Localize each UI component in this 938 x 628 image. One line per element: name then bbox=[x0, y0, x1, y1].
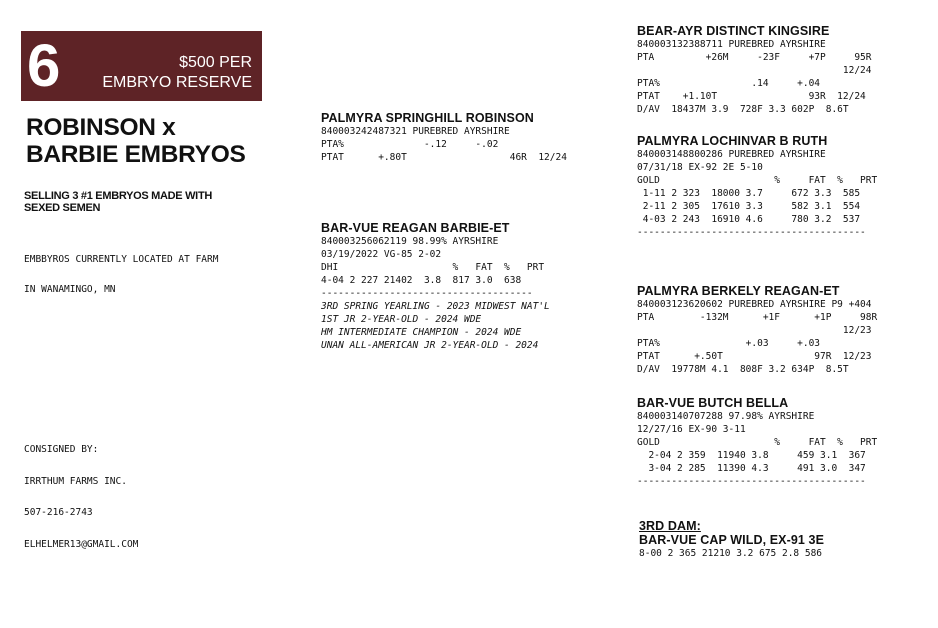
sire-dam-line: 4-03 2 243 16910 4.6 780 3.2 537 bbox=[637, 214, 861, 225]
dam-dam-name: BAR-VUE BUTCH BELLA bbox=[637, 396, 789, 410]
consignor-phone: 507-216-2743 bbox=[24, 507, 93, 518]
price-line-1: $500 PER bbox=[179, 54, 252, 71]
dam-dam-line: ---------------------------------------- bbox=[637, 476, 866, 487]
dam-sire-line: 12/23 bbox=[637, 325, 872, 336]
dam-block bbox=[321, 221, 550, 352]
sire-sire-block bbox=[637, 24, 872, 116]
title-line-1: ROBINSON x bbox=[26, 114, 176, 141]
dam-record-row: 4-04 2 227 21402 3.8 817 3.0 638 bbox=[321, 275, 522, 286]
lot-number: 6 bbox=[27, 32, 61, 99]
sire-dam-line: 2-11 2 305 17610 3.3 582 3.1 554 bbox=[637, 201, 861, 212]
sire-dam-reg: 840003148800286 PUREBRED AYRSHIRE bbox=[637, 149, 826, 160]
dam-divider: ------------------------------------- bbox=[321, 288, 533, 299]
dam-reg: 840003256062119 98.99% AYRSHIRE bbox=[321, 236, 499, 247]
lot-price bbox=[102, 53, 252, 93]
sire-pta-pct: PTA% -.12 -.02 bbox=[321, 139, 499, 150]
sire-dam-line: ---------------------------------------- bbox=[637, 227, 866, 238]
selling-line-2: SEXED SEMEN bbox=[24, 202, 101, 214]
title-line-2: BARBIE EMBRYOS bbox=[26, 141, 246, 168]
dam-record-header: DHI % FAT % PRT bbox=[321, 262, 545, 273]
location-note bbox=[24, 235, 218, 305]
dam-sire-line: PTAT +.50T 97R 12/23 bbox=[637, 351, 872, 362]
sire-sire-line: PTAT +1.10T 93R 12/24 bbox=[637, 91, 866, 102]
third-dam-name: BAR-VUE CAP WILD, EX-91 3E bbox=[639, 533, 825, 547]
third-dam-block bbox=[639, 519, 824, 560]
consignor-email: ELHELMER13@GMAIL.COM bbox=[24, 538, 139, 550]
dam-dam-block bbox=[637, 396, 877, 488]
consignor-name: IRRTHUM FARMS INC. bbox=[24, 475, 127, 487]
dam-dam-reg: 840003140707288 97.98% AYRSHIRE bbox=[637, 411, 815, 422]
sire-sire-line: PTA% .14 +.04 bbox=[637, 78, 821, 89]
sire-ptat: PTAT +.80T 46R 12/24 bbox=[321, 152, 567, 163]
sire-sire-line: 12/24 bbox=[637, 65, 872, 76]
selling-note bbox=[24, 190, 212, 214]
consignor-block bbox=[24, 424, 138, 561]
dam-class: 03/19/2022 VG-85 2-02 bbox=[321, 249, 442, 260]
dam-sire-block bbox=[637, 284, 877, 376]
sire-dam-line: 1-11 2 323 18000 3.7 672 3.3 585 bbox=[637, 188, 861, 199]
sire-dam-block bbox=[637, 134, 877, 239]
third-dam-label: 3RD DAM: bbox=[639, 519, 701, 533]
sire-sire-name: BEAR-AYR DISTINCT KINGSIRE bbox=[637, 24, 830, 38]
dam-name: BAR-VUE REAGAN BARBIE-ET bbox=[321, 221, 510, 235]
sire-sire-reg: 840003132388711 PUREBRED AYRSHIRE bbox=[637, 39, 826, 50]
lot-banner bbox=[21, 31, 262, 101]
dam-dam-line: 2-04 2 359 11940 3.8 459 3.1 367 bbox=[637, 450, 866, 461]
dam-honor: 1ST JR 2-YEAR-OLD - 2024 WDE bbox=[321, 314, 482, 325]
dam-sire-name: PALMYRA BERKELY REAGAN-ET bbox=[637, 284, 840, 298]
lot-title bbox=[26, 114, 246, 168]
dam-dam-line: GOLD % FAT % PRT bbox=[637, 437, 878, 448]
consigned-label: CONSIGNED BY: bbox=[24, 444, 99, 455]
sire-block bbox=[321, 111, 567, 164]
dam-honor: HM INTERMEDIATE CHAMPION - 2024 WDE bbox=[321, 327, 522, 338]
sire-dam-line: GOLD % FAT % PRT bbox=[637, 175, 878, 186]
third-dam-record: 8-00 2 365 21210 3.2 675 2.8 586 bbox=[639, 548, 823, 559]
sire-sire-line: PTA +26M -23F +7P 95R bbox=[637, 52, 872, 63]
dam-sire-line: PTA -132M +1F +1P 98R bbox=[637, 312, 878, 323]
sire-dam-class: 07/31/18 EX-92 2E 5-10 bbox=[637, 162, 763, 173]
sire-dam-name: PALMYRA LOCHINVAR B RUTH bbox=[637, 134, 828, 148]
dam-honor: 3RD SPRING YEARLING - 2023 MIDWEST NAT'L bbox=[321, 301, 550, 312]
dam-dam-class: 12/27/16 EX-90 3-11 bbox=[637, 424, 746, 435]
sire-reg: 840003242487321 PUREBRED AYRSHIRE bbox=[321, 126, 510, 137]
location-line-1: EMBBYROS CURRENTLY LOCATED AT FARM bbox=[24, 254, 219, 265]
location-line-2: IN WANAMINGO, MN bbox=[24, 284, 116, 295]
dam-honor: UNAN ALL-AMERICAN JR 2-YEAR-OLD - 2024 bbox=[321, 340, 539, 351]
sire-name: PALMYRA SPRINGHILL ROBINSON bbox=[321, 111, 534, 125]
dam-sire-reg: 840003123620602 PUREBRED AYRSHIRE P9 +404 bbox=[637, 299, 872, 310]
dam-sire-line: PTA% +.03 +.03 bbox=[637, 338, 821, 349]
selling-line-1: SELLING 3 #1 EMBRYOS MADE WITH bbox=[24, 190, 213, 202]
dam-sire-line: D/AV 19778M 4.1 808F 3.2 634P 8.5T bbox=[637, 364, 849, 375]
price-line-2: EMBRYO RESERVE bbox=[102, 74, 252, 91]
sire-sire-line: D/AV 18437M 3.9 728F 3.3 602P 8.6T bbox=[637, 104, 849, 115]
dam-dam-line: 3-04 2 285 11390 4.3 491 3.0 347 bbox=[637, 463, 866, 474]
